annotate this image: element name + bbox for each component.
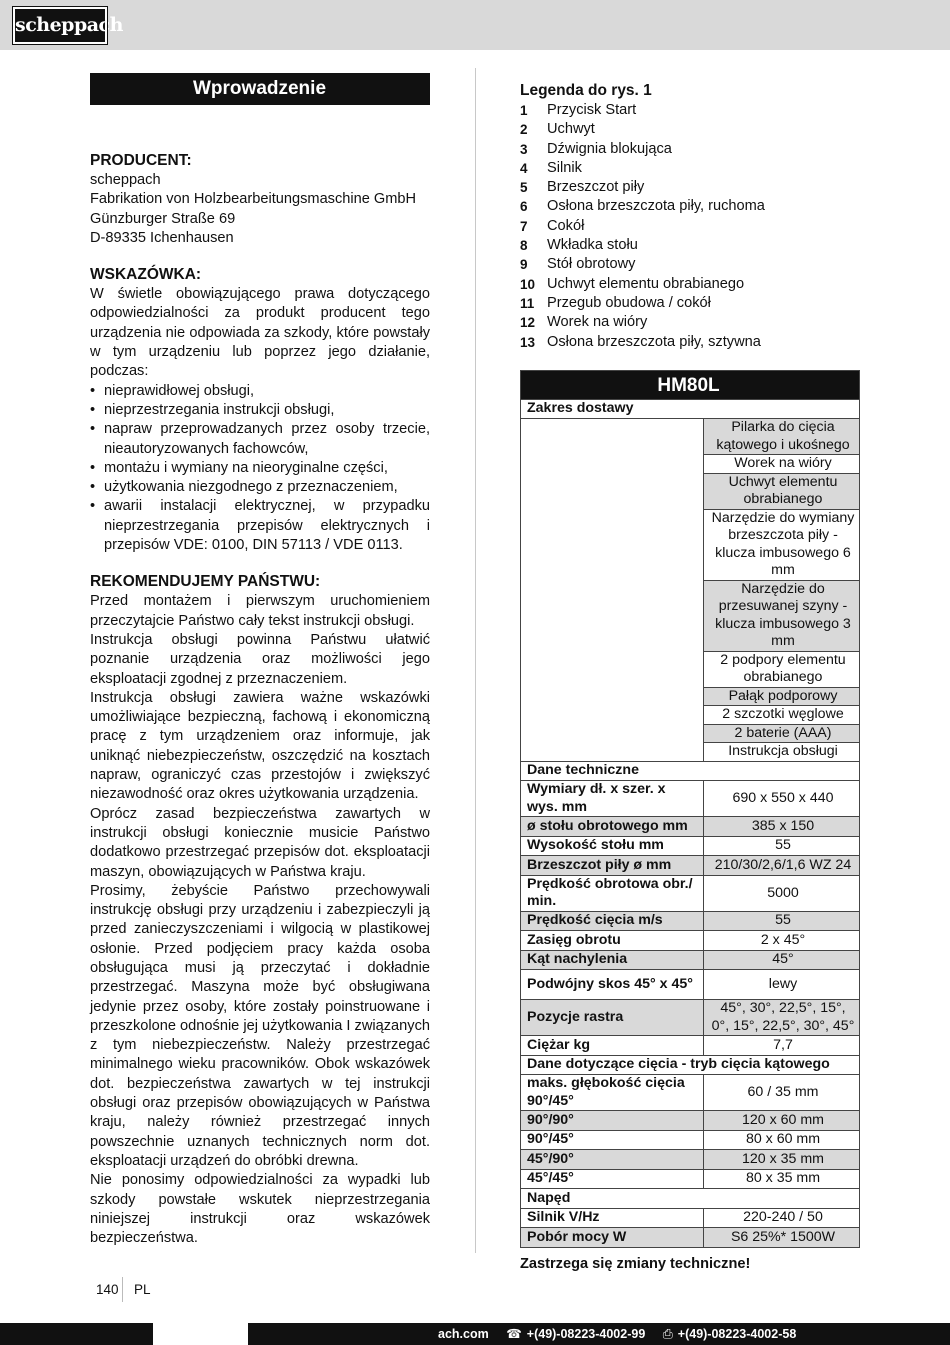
spec-label: maks. głębokość cięcia 90°/45° <box>521 1075 704 1111</box>
fax-number: +(49)-08223-4002-58 <box>677 1327 797 1341</box>
spec-value: 45°, 30°, 22,5°, 15°, 0°, 15°, 22,5°, 30°, 45° <box>704 1000 860 1036</box>
spec-label: Pozycje rastra <box>521 1000 704 1036</box>
delivery-item: 2 baterie (AAA) <box>704 724 860 743</box>
scheppach-logo: scheppach <box>13 7 107 44</box>
legend-label: Worek na wióry <box>547 314 648 331</box>
delivery-item: Narzędzie do przesuwanej szyny - klucza imbusowego 3 mm <box>704 580 860 651</box>
table-row <box>521 1169 860 1189</box>
spec-value: 120 x 60 mm <box>704 1111 860 1131</box>
table-row <box>521 950 860 970</box>
producer-line: scheppach <box>90 172 161 188</box>
legend-number: 7 <box>520 218 528 234</box>
delivery-heading: Zakres dostawy <box>521 399 860 419</box>
table-row <box>521 817 860 837</box>
spec-value: 210/30/2,6/1,6 WZ 24 <box>704 856 860 876</box>
footer-contact-bar <box>248 1323 950 1345</box>
delivery-item: Worek na wióry <box>704 455 860 474</box>
table-row <box>521 781 860 817</box>
legend-item <box>520 333 860 352</box>
column-divider <box>475 68 476 1253</box>
table-row <box>521 856 860 876</box>
legend-number: 1 <box>520 103 528 118</box>
spec-label: Wysokość stołu mm <box>521 836 704 856</box>
table-row <box>521 419 860 455</box>
legend-label: Dźwignia blokująca <box>547 140 672 157</box>
table-row <box>521 836 860 856</box>
legend-label: Cokół <box>547 217 585 234</box>
paragraph: Instrukcja obsługi zawiera ważne wskazówki umożliwiające bezpieczną, fachową i ekonomiczną pracę z tym urządzeniem oraz informuje, jak uniknąć niebezpieczeństw, oszczędzić na kosztach napraw, ograniczyć czas przestojów i zwiększyć niezawodność oraz okres użytkowania urządzenia. <box>90 689 430 803</box>
spec-label: Prędkość obrotowa obr./ min. <box>521 875 704 911</box>
spec-label: Ciężar kg <box>521 1036 704 1056</box>
legend-title: Legenda do rys. 1 <box>520 82 652 99</box>
delivery-item: Pilarka do cięcia kątowego i ukośnego <box>704 419 860 455</box>
legend-item <box>520 313 860 332</box>
paragraph: Instrukcja obsługi powinna Państwu ułatwić poznanie urządzenia oraz możliwości jego eksploatacji zgodnej z przeznaczeniem. <box>90 631 430 687</box>
legend-item <box>520 140 860 159</box>
header-bar <box>0 0 950 50</box>
legend-number: 10 <box>520 276 536 292</box>
delivery-item: 2 szczotki węglowe <box>704 706 860 725</box>
legend-label: Osłona brzeszczota piły, sztywna <box>547 333 761 350</box>
footer-divider <box>122 1277 123 1302</box>
technical-heading: Dane techniczne <box>521 761 860 781</box>
blank-cell <box>521 419 704 762</box>
spec-value: 55 <box>704 911 860 931</box>
legend-number: 6 <box>520 199 528 215</box>
drive-heading: Napęd <box>521 1189 860 1209</box>
spec-value: 60 / 35 mm <box>704 1075 860 1111</box>
legend-label: Uchwyt <box>547 121 595 138</box>
spec-label: 90°/90° <box>521 1111 704 1131</box>
table-header-row <box>521 370 860 399</box>
table-row <box>521 1150 860 1170</box>
legend-item <box>520 255 860 274</box>
legend-number: 9 <box>520 257 528 273</box>
spec-value: 5000 <box>704 875 860 911</box>
legend-item <box>520 101 860 120</box>
table-row <box>521 1036 860 1056</box>
table-row <box>521 1130 860 1150</box>
spec-value: 80 x 35 mm <box>704 1169 860 1189</box>
list-item: • nieprawidłowej obsługi, <box>90 382 430 401</box>
legend-item <box>520 275 860 294</box>
paragraph: Oprócz zasad bezpieczeństwa zawartych w instrukcji obsługi koniecznie musicie Państwo dodatkowo przestrzegać przepisów dot. eksploatacji maszyn, obowiązujących w Państwa kraju. <box>90 805 430 880</box>
paragraph: Przed montażem i pierwszym uruchomieniem przeczytajcie Państwo cały tekst instrukcji obsługi. <box>90 593 430 629</box>
spec-value: lewy <box>704 970 860 1000</box>
producer-line: D-89335 Ichenhausen <box>90 229 234 246</box>
spec-value: 45° <box>704 950 860 970</box>
legend-label: Brzeszczot piły <box>547 179 645 196</box>
legend-label: Uchwyt elementu obrabianego <box>547 275 745 292</box>
delivery-item: Instrukcja obsługi <box>704 743 860 762</box>
page-number: 140 <box>96 1282 119 1297</box>
list-item: • napraw przeprowadzanych przez osoby trzecie, nieautoryzowanych fachowców, <box>90 420 430 459</box>
language-code: PL <box>134 1282 151 1297</box>
legend-item <box>520 178 860 197</box>
legend-item <box>520 294 860 313</box>
spec-label: Brzeszczot piły ø mm <box>521 856 704 876</box>
legend-label: Osłona brzeszczota piły, ruchoma <box>547 198 765 215</box>
spec-label: Pobór mocy W <box>521 1228 704 1248</box>
table-row <box>521 1111 860 1131</box>
cutting-heading: Dane dotyczące cięcia - tryb cięcia kątowego <box>521 1055 860 1075</box>
table-row <box>521 1000 860 1036</box>
legend-label: Przegub obudowa / cokół <box>547 294 711 311</box>
table-row <box>521 931 860 951</box>
footer-bar-left <box>0 1323 153 1345</box>
spec-value: S6 25%* 1500W <box>704 1228 860 1248</box>
spec-value: 120 x 35 mm <box>704 1150 860 1170</box>
spec-value: 55 <box>704 836 860 856</box>
producer-line: Günzburger Straße 69 <box>90 210 236 227</box>
legend-number: 2 <box>520 122 528 138</box>
legend-item <box>520 159 860 178</box>
list-item: • użytkowania niezgodnego z przeznaczeniem, <box>90 478 430 497</box>
paragraph: Prosimy, żebyście Państwo przechowywali instrukcję obsługi przy urządzeniu i zabezpieczyli ją przed zanieczyszczeniami i wilgocią w plastikowej osłonie. Przed podjęciem pracy każda osoba obsługująca musi ją przeczytać i dokładnie przestrzegać. Maszyna może być obsługiwana jedynie przez osoby, które zostały poinstruowane i przeszkolone odnośnie jej użytkowania I związanych z tym niebezpieczeństw. Należy przestrzegać minimalnego wieku pracowników. Obok wskazówek dot. bezpieczeństwa zawartych w tej instrukcji obsługi oraz przepisów obowiązujących w Państwa kraju, należy również przestrzegać innych powszechnie uznanych technicznych norm dot. eksploatacji urządzeń do obróbki drewna. <box>90 882 430 1169</box>
table-row <box>521 1208 860 1228</box>
specification-table <box>520 370 860 1248</box>
legend-label: Silnik <box>547 159 582 176</box>
delivery-item: Narzędzie do wymiany brzeszczota piły - klucza imbusowego 6 mm <box>704 509 860 580</box>
spec-value: 690 x 550 x 440 <box>704 781 860 817</box>
table-row <box>521 875 860 911</box>
spec-label: 45°/45° <box>521 1169 704 1189</box>
note-text: W świetle obowiązującego prawa dotyczącego odpowiedzialności za produkt producent tego urządzenia nie odpowiada za szkody, które powstały w tym urządzeniu lub poprzez jego działanie, podczas: <box>90 286 430 380</box>
legend-label: Stół obrotowy <box>547 256 636 273</box>
legend-number: 5 <box>520 180 528 196</box>
website-text: ach.com <box>438 1327 489 1341</box>
spec-label: 90°/45° <box>521 1130 704 1150</box>
legend-item <box>520 217 860 236</box>
list-item: • montażu i wymiany na nieoryginalne części, <box>90 459 430 478</box>
paragraph: Nie ponosimy odpowiedzialności za wypadki lub szkody powstałe wskutek nieprzestrzegania niniejszej instrukcji oraz wskazówek bezpieczeństwa. <box>90 1172 430 1247</box>
delivery-item: Pałąk podporowy <box>704 687 860 706</box>
spec-value: 220-240 / 50 <box>704 1208 860 1228</box>
legend-label: Przycisk Start <box>547 102 637 118</box>
model-name: HM80L <box>521 370 860 399</box>
legend-list <box>520 101 860 352</box>
producer-heading: PRODUCENT: <box>90 152 192 169</box>
list-item: • nieprzestrzegania instrukcji obsługi, <box>90 401 430 420</box>
legend-number: 12 <box>520 315 536 331</box>
table-row <box>521 399 860 419</box>
spec-label: Podwójny skos 45° x 45° <box>521 970 704 1000</box>
specification-column <box>520 80 860 1274</box>
spec-label: 45°/90° <box>521 1150 704 1170</box>
table-row <box>521 1055 860 1075</box>
introduction-column <box>90 73 430 1248</box>
section-title: Wprowadzenie <box>90 73 430 105</box>
producer-address <box>90 171 430 248</box>
legend-label: Wkładka stołu <box>547 237 638 254</box>
note-heading: WSKAZÓWKA: <box>90 266 202 284</box>
delivery-item: 2 podpory elementu obrabianego <box>704 651 860 687</box>
spec-label: Silnik V/Hz <box>521 1208 704 1228</box>
phone-number: +(49)-08223-4002-99 <box>526 1327 646 1341</box>
table-row <box>521 1189 860 1209</box>
legend-item <box>520 197 860 216</box>
spec-label: Prędkość cięcia m/s <box>521 911 704 931</box>
table-row <box>521 1075 860 1111</box>
spec-value: 2 x 45° <box>704 931 860 951</box>
spec-value: 7,7 <box>704 1036 860 1056</box>
legend-number: 11 <box>520 295 535 311</box>
spec-label: ø stołu obrotowego mm <box>521 817 704 837</box>
delivery-item: Uchwyt elementu obrabianego <box>704 473 860 509</box>
legend-number: 13 <box>520 334 536 350</box>
spec-label: Zasięg obrotu <box>521 931 704 951</box>
legend-item <box>520 236 860 255</box>
note-bullet-list <box>90 382 430 556</box>
table-row <box>521 911 860 931</box>
table-row <box>521 761 860 781</box>
fax-icon: ⎙ <box>662 1327 673 1341</box>
table-row <box>521 970 860 1000</box>
spec-value: 80 x 60 mm <box>704 1130 860 1150</box>
spec-value: 385 x 150 <box>704 817 860 837</box>
fax-contact <box>663 1327 797 1341</box>
technical-changes-note: Zastrzega się zmiany techniczne! <box>520 1255 751 1272</box>
legend-item <box>520 120 860 139</box>
producer-line: Fabrikation von Holzbearbeitungsmaschine GmbH <box>90 191 417 208</box>
recommend-heading: REKOMENDUJEMY PAŃSTWU: <box>90 573 321 591</box>
phone-icon: ☎ <box>506 1327 522 1341</box>
legend-number: 8 <box>520 238 528 254</box>
list-item: • awarii instalacji elektrycznej, w przypadku nieprzestrzegania przepisów elektrycznych i przepisów VDE: 0100, DIN 57113 / VDE 0113. <box>90 497 430 555</box>
spec-label: Kąt nachylenia <box>521 950 704 970</box>
spec-label: Wymiary dł. x szer. x wys. mm <box>521 781 704 817</box>
legend-number: 3 <box>520 141 528 157</box>
legend-number: 4 <box>520 160 528 176</box>
table-row <box>521 1228 860 1248</box>
phone-contact <box>506 1327 645 1341</box>
